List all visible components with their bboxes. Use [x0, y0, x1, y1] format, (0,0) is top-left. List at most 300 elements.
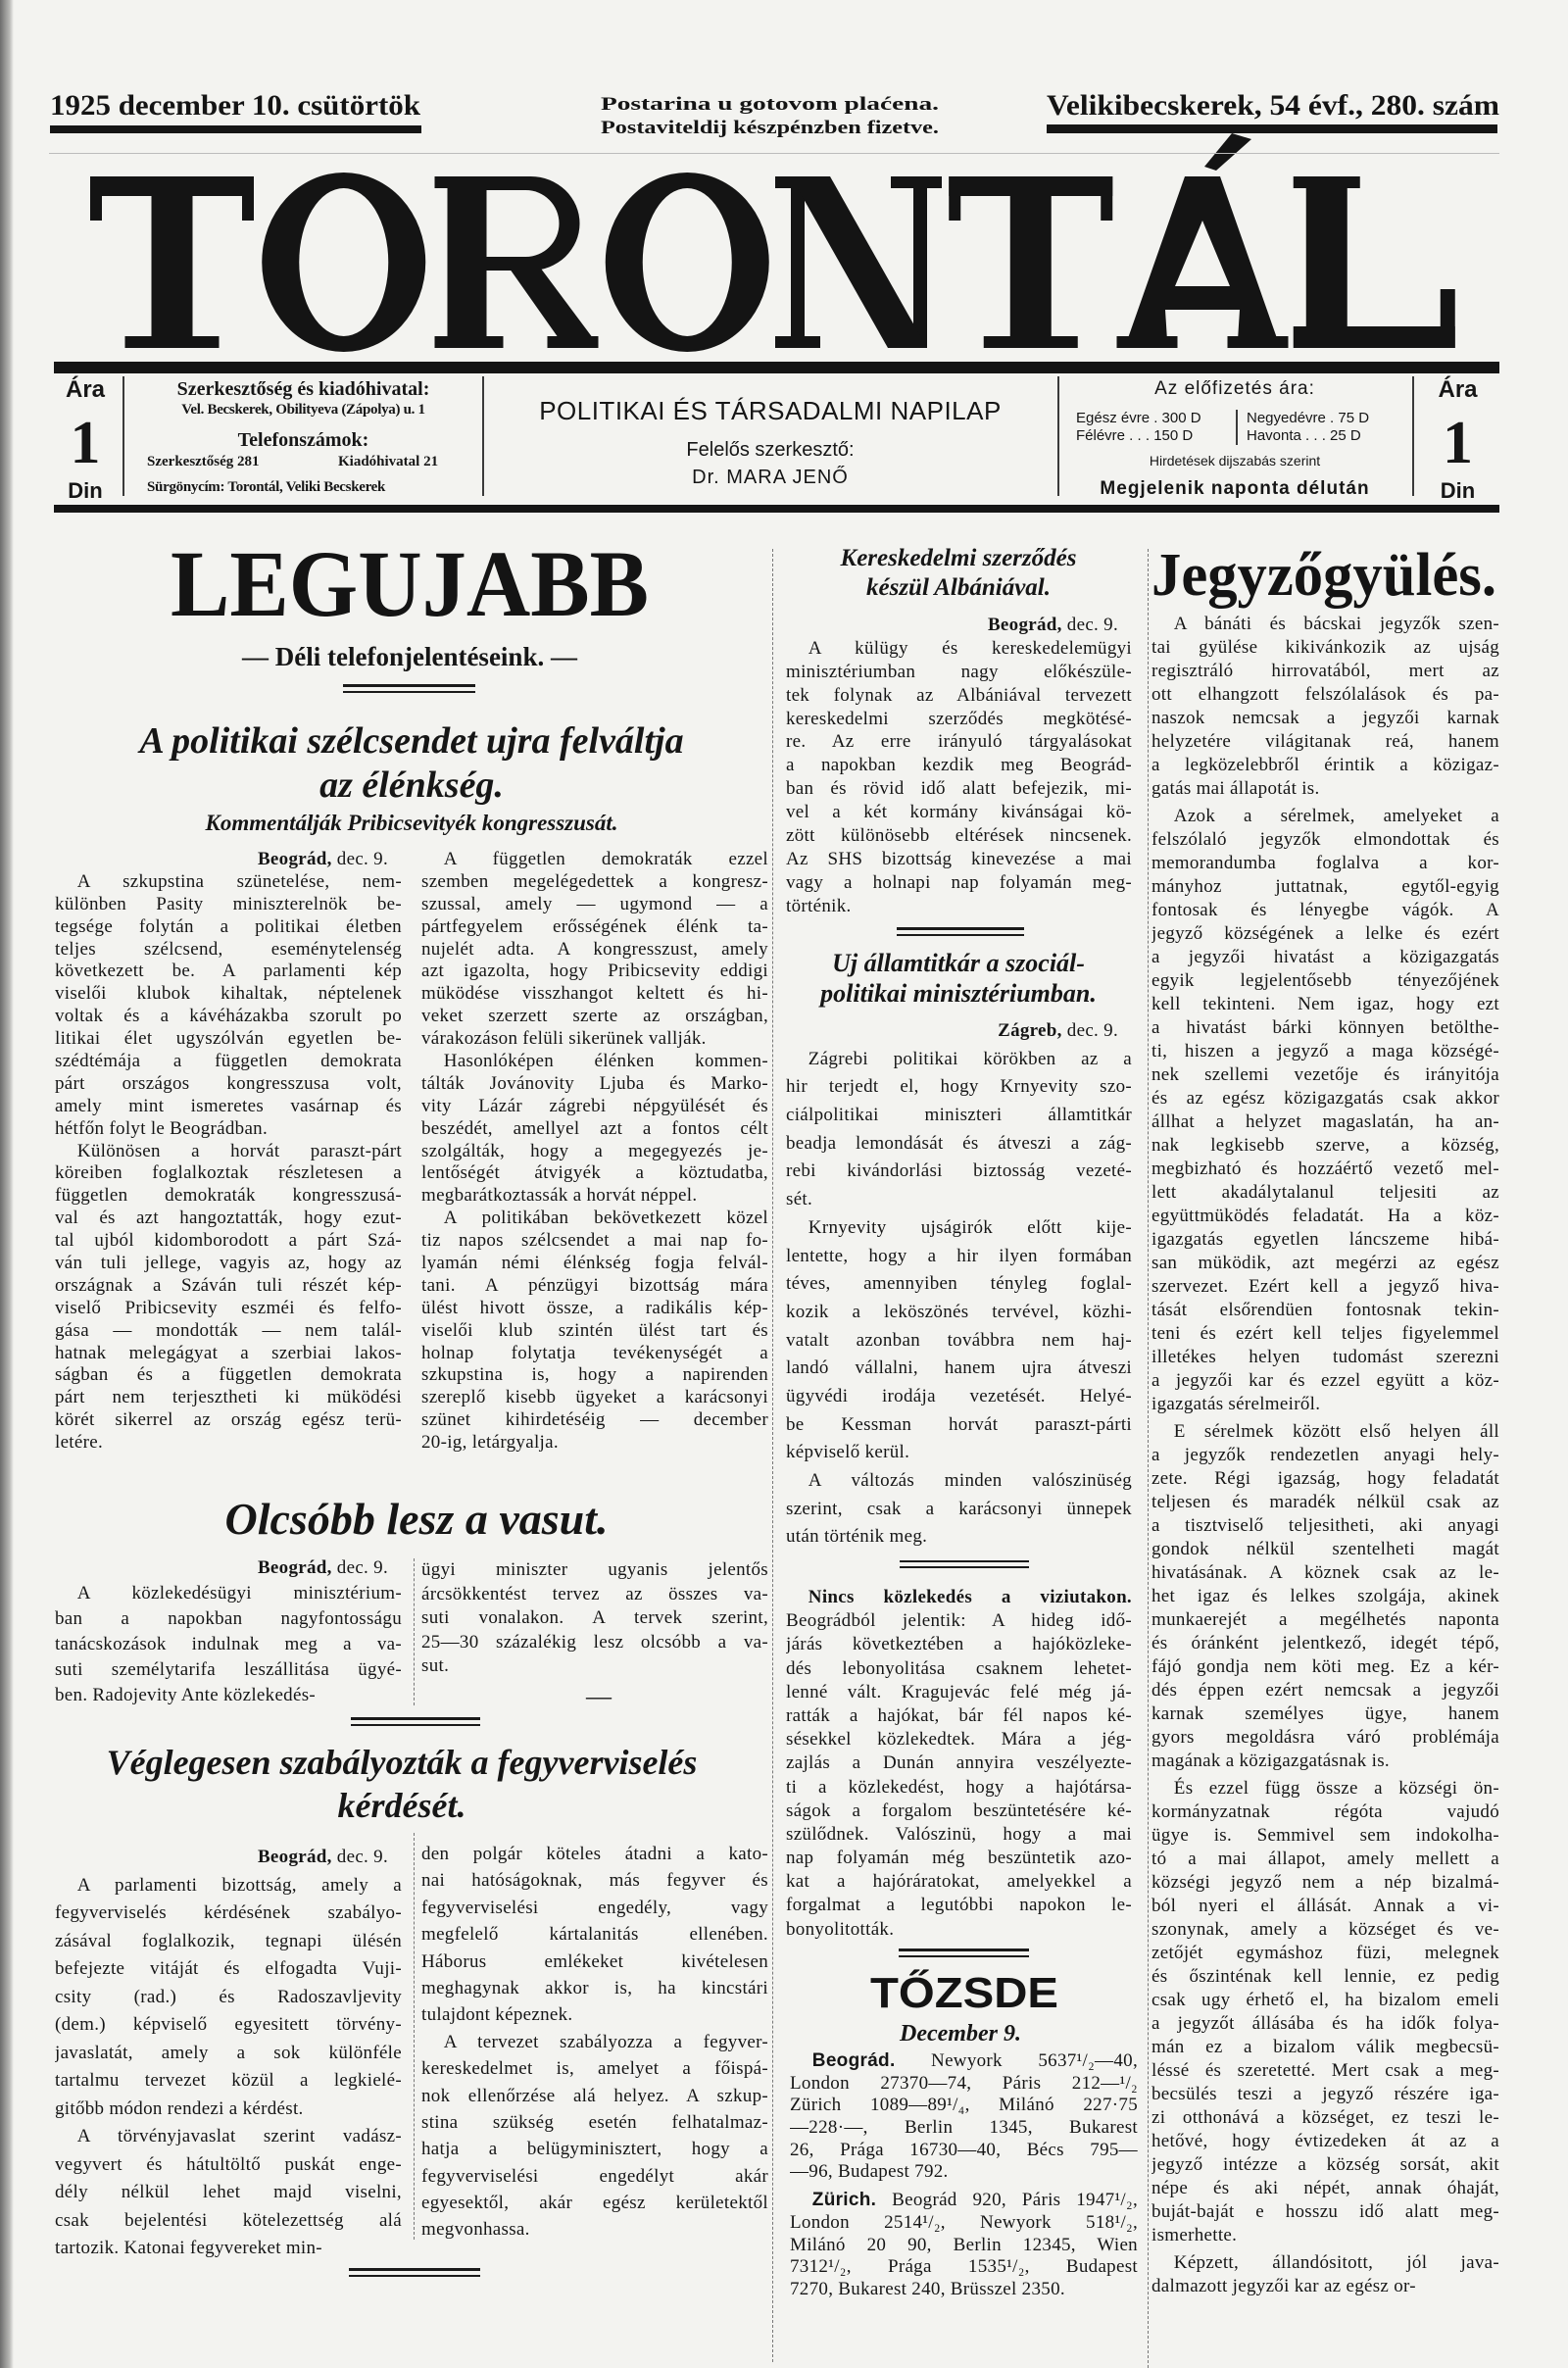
text-line: karnak személyes ügye, hanem [1152, 1703, 1499, 1724]
text-line: letére. [55, 1432, 104, 1454]
logo-shape [1204, 133, 1251, 171]
text-line: egyik legjelentősebb tényezőjének [1152, 970, 1499, 991]
text-line: hetővé, hogy évtizedeken át az a [1152, 2131, 1499, 2151]
dateline-date: dec. 9. [1066, 615, 1118, 635]
issue-date: 1925 december 10. csütörtök [50, 89, 421, 122]
text-line: A független demokraták ezzel [443, 849, 768, 869]
exchange-rates: Beográd 920, Páris 1947¹/₂, [876, 2190, 1138, 2211]
logo-shape [548, 336, 599, 348]
postage-line-2: Postaviteldij készpénzben fizetve. [601, 118, 939, 138]
text-line: tó a mai állapot, amely mellett a [1152, 1849, 1499, 1869]
text-line: teljes szélcsend, eseménytelenség [55, 938, 402, 960]
dateline-place: Beográd, [257, 1557, 332, 1578]
text-line: amely mint ismeretes vasárnap és [55, 1095, 402, 1116]
text-line: beadja lemondását és átveszi a zág- [786, 1132, 1132, 1154]
text-line: nok ellenőrzése alá helyez. A szkup- [421, 2085, 768, 2106]
paragraph [786, 1609, 1132, 1942]
text-line: tek folynak az Albániával tervezett [786, 684, 1132, 706]
text-line: ban és rövid idő alatt befejezik, mi- [786, 778, 1132, 800]
subheadline: Kommentálják Pribicsevityék kongresszusát. [205, 811, 618, 835]
paragraph [1152, 2251, 1499, 2298]
text-line: hétfőn folyt le Beográdban. [55, 1117, 269, 1139]
phone-editorial: Szerkesztőség 281 [147, 454, 260, 469]
waterways-title: Nincs közlekedés a viziutakon. [808, 1587, 1132, 1607]
railway-column-2 [421, 1558, 768, 1679]
text-line: zetőjét egymáshoz füzi, melegnek [1152, 1943, 1499, 1963]
albania-body [786, 614, 1132, 918]
text-line: ban a napokban nagyfontosságu [55, 1608, 402, 1629]
paragraph [55, 1581, 402, 1708]
text-line: zött különösebb eltérések nincsenek. [786, 825, 1132, 847]
text-line: a jegyzők rendezetlen anyagi hely- [1152, 1445, 1499, 1465]
masthead-bottom-rule [54, 505, 1499, 513]
logo-shape [1228, 336, 1289, 348]
text-line: megbarátkoztassák a horvát néppel. [421, 1185, 698, 1207]
text-line: megfelelő kártalanitás ellenében. [421, 1924, 768, 1946]
text-line: kereskedelmet is, amelyet a főispá- [421, 2058, 768, 2080]
text-line: munkaerejét a megélhetés naponta [1152, 1609, 1499, 1630]
text-line: ülést hivott össze, a radikális kép- [421, 1297, 768, 1318]
advertising-rates: Hirdetések dijszabás szerint [1149, 453, 1321, 469]
headline-line-1: A politikai szélcsendet ujra felváltja [139, 720, 684, 762]
paragraph [421, 1558, 768, 1679]
text-line: és az egész közigazgatás csak akkor [1152, 1088, 1499, 1109]
exchange-body [790, 2050, 1138, 2301]
text-line: jegyző községének a lelke és ezért [1152, 923, 1499, 944]
text-line: együttmüködés feladatát. Ha a köz- [1152, 1206, 1499, 1226]
text-line: be Kessman horvát paraszt-párti [786, 1413, 1132, 1435]
secretary-body [786, 1017, 1132, 1552]
paragraph [786, 1214, 1132, 1467]
divider [482, 376, 484, 496]
logo-shape [125, 336, 220, 348]
text-line: landó vállalni, hanem ujra átveszi [786, 1357, 1132, 1379]
text-line: történik. [786, 895, 852, 916]
logo-shape [448, 176, 487, 348]
text-line: igazgatás egyetlen láncszeme hibá- [1152, 1229, 1499, 1250]
text-line: holnap folytatja tevékenységét a [421, 1342, 768, 1363]
paragraph [1152, 1420, 1499, 1773]
text-line: szünet kihirdetéséig — december [421, 1409, 768, 1431]
text-line: fegyverviselés kérdésének szabályo- [55, 1902, 402, 1923]
dateline-date: dec. 9. [1066, 1020, 1118, 1041]
text-line: vel a két kormány kivánságai kö- [786, 802, 1132, 823]
logo-shape [1294, 176, 1360, 188]
text-line: magának a közigazgatásnak is. [1152, 1751, 1390, 1771]
headline-line-2: az élénkség. [319, 765, 504, 806]
albania-headline-line-1: Kereskedelmi szerződés [840, 545, 1077, 571]
text-line: gitőbb módon rendezi a kérdést. [55, 2097, 304, 2119]
logo-shape [775, 336, 820, 348]
paragraph [421, 2029, 768, 2244]
text-line: ból nyeri el állását. Annak a vi- [1152, 1896, 1499, 1916]
text-line: állhat a helyzet magaslatán, ha an- [1152, 1111, 1499, 1132]
logo-shape [152, 176, 193, 348]
text-line: szereplő kisebb ügyeket a karácsonyi [421, 1387, 768, 1408]
text-line: kell tekinteni. Nem igaz, hogy ezt [1152, 994, 1499, 1014]
logo-shape [913, 176, 927, 348]
subscription-quarter: Negyedévre . 75 D [1247, 410, 1370, 426]
text-line: zásával foglalkozik, tegnapi ülésén [55, 1930, 402, 1951]
title-underline [54, 362, 1499, 373]
logo-shape [1441, 289, 1455, 348]
dateline [55, 1844, 402, 1872]
exchange-title: TŐZSDE [870, 1969, 1046, 2017]
text-line: lentőségét átvigyék a köztudatba, [421, 1162, 768, 1184]
text-line: tiz napos szélcsendet a mai nap fo- [421, 1230, 768, 1252]
text-line: illetékes helyen tudomást szerezni [1152, 1347, 1499, 1367]
text-line: szkupstina is, hogy a napirenden [421, 1364, 768, 1386]
kicker-title: LEGUJABB [171, 531, 649, 636]
divider [1057, 376, 1059, 496]
column-separator [414, 1558, 415, 1705]
text-line: pártfegyelem erősségének élénk ta- [421, 915, 768, 937]
paragraph [1152, 805, 1499, 1416]
postage-line-1: Postarina u gotovom plaćena. [601, 94, 939, 115]
logo-shape [643, 188, 732, 336]
column-separator [1148, 549, 1149, 2368]
text-line: tartozik. Katonai fegyvereket min- [55, 2238, 322, 2258]
price-value-right: 1 [1443, 410, 1473, 476]
text-line: képviselő kerül. [786, 1442, 910, 1463]
text-line: dés éppen ezért nemcsak a jegyzői [1152, 1680, 1499, 1701]
paragraph [1152, 1777, 1499, 2247]
text-line: léssé és szeretetté. Mert csak a meg- [1152, 2060, 1499, 2081]
text-line: szolgálták, hogy a megegyezés je- [421, 1140, 768, 1161]
text-line: lett akadálytalanul teljesiti az [1152, 1182, 1499, 1203]
subscription-heading: Az előfizetés ára: [1154, 378, 1315, 399]
text-line: Különösen a horvát paraszt-párt [76, 1140, 402, 1161]
text-line: ügyi miniszter ugyanis jelentős [421, 1559, 768, 1580]
text-line: szerint, csak a karácsonyi ünnepek [786, 1498, 1132, 1519]
logo-shape [242, 176, 254, 221]
weapons-column-2 [421, 1841, 768, 2244]
logo-shape [791, 176, 927, 348]
text-line: Beográdból jelentik: A hideg idő- [786, 1610, 1132, 1632]
text-line: (dem.) képviselő egyesitett törvény- [55, 2014, 402, 2035]
paragraph [786, 637, 1132, 918]
date-underline [50, 125, 421, 133]
text-line: szülődnek. Valószinü, hogy a mai [786, 1823, 1132, 1845]
subscription-half-year: Félévre . . . 150 D [1076, 427, 1194, 444]
double-rule [343, 684, 475, 693]
text-line: A változás minden valószinüség [808, 1470, 1132, 1491]
text-line: vegyvert és hátultöltő puskát enge- [55, 2153, 402, 2175]
divider [122, 376, 124, 496]
text-line: kereskedelmi szerződés megkötésé- [786, 708, 1132, 729]
price-value-left: 1 [70, 410, 101, 476]
divider [1412, 376, 1414, 496]
exchange-title-graphic [784, 1965, 1137, 2019]
text-line: nujelét adta. A kongresszust, amely [421, 938, 768, 960]
text-line: szonynak, amely a községet és ve- [1152, 1919, 1499, 1940]
text-line: szédtémája a független demokrata [55, 1051, 402, 1072]
text-line: re. Az erre irányuló tárgyalásokat [786, 731, 1132, 753]
text-line: különben Pasity miniszterelnök be- [55, 893, 402, 914]
office-address: Vel. Becskerek, Obilityeva (Zápolya) u. 1 [181, 402, 425, 418]
double-rule [349, 2268, 480, 2277]
price-unit-right: Din [1440, 478, 1476, 503]
text-line: befejezte vitáját és elfogadta Vuji- [55, 1958, 402, 1979]
text-line: voltak és a kávéházakba szorult po [55, 1006, 402, 1027]
text-line: meghagynak akkor is, ha kincstári [421, 1977, 768, 1998]
text-line: csak bejelentési kötelezettség alá [55, 2209, 402, 2231]
text-line: müködése visszhangot keltett és hi- [421, 983, 768, 1005]
text-line: tálták Jovánovity Ljuba és Marko- [421, 1072, 768, 1094]
text-line: hivatásának. A köznek csak az le- [1152, 1562, 1499, 1583]
exchange-rates: Newyork 5637¹/₂—40, [895, 2050, 1138, 2071]
editor-label: Felelős szerkesztő: [686, 439, 855, 461]
double-rule [899, 1949, 1029, 1957]
office-heading: Szerkesztőség és kiadóhivatal: [176, 378, 430, 400]
dateline-place: Beográd, [257, 1847, 332, 1867]
text-line: Háborus emlékeket kivételesen [421, 1950, 768, 1972]
albania-headline-line-2: készül Albániával. [866, 574, 1051, 601]
text-line: 25—30 százalékig lesz olcsóbb a va- [421, 1631, 768, 1653]
text-line: csak ugy érhető el, ha bizalom emeli [1152, 1990, 1499, 2010]
text-line: fegyverviselési engedély, vagy [421, 1897, 768, 1918]
issue-underline [1047, 124, 1497, 133]
paragraph [421, 849, 768, 1051]
dateline-date: dec. 9. [336, 1557, 388, 1578]
text-line: san müködik, azt megérzi az egész [1152, 1253, 1499, 1273]
text-line: vagy a holnapi nap folyamán meg- [786, 871, 1132, 893]
text-line: tását elsőrendüen fontosnak tekin- [1152, 1300, 1499, 1320]
text-line: azt igazolta, hogy Pribicsevity eddigi [421, 961, 768, 982]
text-line: stina szükség esetén felhatalmaz- [421, 2111, 768, 2133]
text-line: gyors megoldásra váró problémája [1152, 1727, 1499, 1748]
text-line: hatja a belügyminisztert, hogy a [421, 2139, 768, 2160]
text-line: vity Lázár zágrebi népgyülését és [421, 1095, 768, 1116]
text-line: nek szellemi vezetője és irányitója [1152, 1064, 1499, 1085]
text-line: A szkupstina szünetelése, nem- [76, 870, 402, 892]
logo-shape [299, 188, 388, 336]
paragraph [786, 1467, 1132, 1552]
text-line: naszok nemcsak a jegyzői karnak [1152, 708, 1499, 728]
exchange-city: Beográd. [811, 2050, 896, 2071]
dateline-place: Beográd, [257, 849, 332, 869]
logo-shape [775, 176, 830, 188]
phone-publishing: Kiadóhivatal 21 [338, 454, 439, 469]
text-line: gása — mondották — nem talál- [55, 1319, 402, 1341]
text-line: helyzetére világitanak reá, hanem [1152, 731, 1499, 752]
text-line: nak legkisebb szerve, a község, [1152, 1135, 1499, 1156]
text-line: igazgatás sérelmeiről. [1152, 1394, 1321, 1414]
price-unit-left: Din [68, 478, 103, 503]
text-line: E sérelmek között első helyen áll [1173, 1421, 1499, 1442]
text-line: kozik a leköszönés tervével, közhi- [786, 1301, 1132, 1322]
paragraph [786, 1046, 1132, 1214]
text-line: kat a hajóráratokat, amelyekkel a [786, 1871, 1132, 1893]
text-line: ratták a hajókat, bár fél napos ké- [786, 1704, 1132, 1726]
phones-heading: Telefonszámok: [237, 429, 369, 451]
text-line: suti személytarifa leszállitása ügyé- [55, 1659, 402, 1680]
text-line: mányhoz juttatnak, egytől-egyig [1152, 876, 1499, 897]
paragraph [421, 1051, 768, 1208]
text-line: tanácskozások indulnak meg a va- [55, 1634, 402, 1654]
text-line: szervezet. Ezért kell a jegyző hiva- [1152, 1276, 1499, 1297]
text-line: Milánó 20 90, Berlin 12345, Wien [790, 2234, 1138, 2255]
text-line: ügyvédi irodája vezetését. Helyé- [786, 1385, 1132, 1406]
text-line: csity (rad.) és Radoszavljevity [55, 1986, 402, 2007]
text-line: Zürich 1089—89¹/₄, Milánó 227·75 [790, 2095, 1138, 2116]
dateline [786, 1017, 1132, 1046]
text-line: Zágrebi politikai körökben az a [808, 1048, 1132, 1069]
text-line: várakozáson felüli sikerünek vallják. [421, 1028, 707, 1050]
exchange-date: December 9. [900, 2021, 1021, 2047]
text-line: London 2514¹/₂, Newyork 518¹/₂, [790, 2211, 1138, 2233]
text-line: 7270, Bukarest 240, Brüsszel 2350. [790, 2278, 1065, 2299]
text-line: teljesen és maradék nélkül csak az [1152, 1492, 1499, 1512]
text-line: a napokban kezdik meg Beográd- [786, 755, 1132, 776]
text-line: minisztériumban nagy előkészüle- [786, 661, 1132, 682]
masthead-hairline [49, 153, 1499, 154]
text-line: ságok a forgalom beszüntetésére ké- [786, 1800, 1132, 1821]
telegram-address: Sürgönycím: Torontál, Veliki Becskerek [147, 479, 386, 495]
editor-name: Dr. MARA JENŐ [692, 467, 849, 488]
dateline-place: Zágreb, [998, 1020, 1062, 1041]
end-dash: — [586, 1682, 612, 1710]
paper-subtitle: POLITIKAI ÉS TÁRSADALMI NAPILAP [539, 396, 1002, 425]
text-line: dalmazott jegyzői kar az egész or- [1152, 2276, 1416, 2296]
text-line: nai hatóságoknak, más fegyver és [421, 1870, 768, 1892]
logo-shape [1117, 336, 1178, 348]
text-line: kormányzatnak régóta vajudó [1152, 1801, 1499, 1822]
text-line: tani. A pénzügyi bizottság mára [421, 1274, 768, 1296]
text-line: ciálpolitikai miniszteri államtitkár [786, 1105, 1132, 1126]
text-line: ott elhangzott felszólalások és pa- [1152, 684, 1499, 705]
double-rule [351, 1717, 480, 1726]
dateline-date: dec. 9. [336, 1847, 388, 1867]
exchange-city: Zürich. [811, 2190, 877, 2211]
lead-column-2 [421, 849, 768, 1455]
text-line: javaslatát, amely a sok különféle [55, 2042, 402, 2063]
text-line: A külügy és kereskedelemügyi [808, 637, 1132, 659]
dateline-place: Beográd, [987, 615, 1062, 635]
weapons-headline-line-2: kérdését. [337, 1786, 466, 1825]
text-line: zajlás a Dunán annyira veszélyezte- [786, 1752, 1132, 1774]
text-line: bonyolitották. [786, 1918, 895, 1940]
text-line: megvonhassa. [421, 2219, 530, 2241]
dateline [55, 1555, 402, 1581]
text-line: litikai élet ugyszólván egyetlen be- [55, 1028, 402, 1050]
text-line: és óránként jelentkező, idegét tépő, [1152, 1633, 1499, 1653]
text-line: zi otthonává a községet, ez teszi le- [1152, 2107, 1499, 2128]
text-line: megbizható és hozzáértő vezető mel- [1152, 1159, 1499, 1179]
text-line: sét. [786, 1189, 813, 1210]
column-separator [772, 549, 773, 2362]
text-line: párt országos kongresszusa volt, [55, 1072, 402, 1094]
text-line: regisztráló hirrovatából, mert az [1152, 661, 1499, 681]
text-line: viselő Pribicsevity eszméi és felfo- [55, 1297, 402, 1318]
text-line: ván tuli jellege, vagyis az, hogy az [55, 1253, 402, 1274]
text-line: viselői klub szintén ülést tart és [421, 1319, 768, 1341]
paragraph [421, 1841, 768, 2029]
text-line: A bánáti és bácskai jegyzők szen- [1173, 614, 1499, 634]
kicker-graphic [0, 529, 774, 637]
text-line: gondok nélkül szentelheti magát [1152, 1539, 1499, 1559]
logo-shape [1010, 176, 1052, 348]
text-line: ti, hiszen a jegyző a maga községé- [1152, 1041, 1499, 1061]
subscription-divider [1236, 410, 1238, 445]
text-line: jegyző intézze a község sorsát, akit [1152, 2154, 1499, 2175]
text-line: teni és ezért kell teljes figyelemmel [1152, 1323, 1499, 1344]
issue-number: Velikibecskerek, 54 évf., 280. szám [1047, 89, 1500, 122]
text-line: És ezzel függ össze a községi ön- [1173, 1778, 1499, 1799]
logo-shape [1294, 326, 1455, 348]
secretary-headline-line-2: politikai minisztériumban. [820, 979, 1097, 1008]
text-line: beszédét, amellyel azt a fontos célt [421, 1117, 768, 1139]
text-line: fontosak és lényegbe vágók. A [1152, 900, 1499, 920]
text-line: Azok a sérelmek, amelyeket a [1173, 806, 1499, 826]
text-line: után történik meg. [786, 1526, 928, 1548]
weapons-column-1 [55, 1844, 402, 2263]
text-line: népe és aki népét, annak óhaját, [1152, 2178, 1499, 2198]
railway-column-1 [55, 1555, 402, 1708]
text-line: téves, amennyiben tényleg foglal- [786, 1273, 1132, 1295]
text-line: val és azt hangoztatták, hogy ezut- [55, 1208, 402, 1229]
text-line: lenné vált. Kragujevác felé még já- [786, 1681, 1132, 1702]
text-line: gatás mai állapotát is. [1152, 778, 1320, 799]
paragraph [790, 2190, 1138, 2300]
text-line: a jegyzői hivatást a közigazgatás [1152, 947, 1499, 967]
text-line: köreiben foglalkoztak részletesen a [55, 1162, 402, 1184]
text-line: fájó gondja nem köti meg. Ez a kér- [1152, 1656, 1499, 1677]
text-line: viselői klubok kihaltak, néptelenek [55, 983, 402, 1005]
text-line: becsülés teszi a jegyző részére iga- [1152, 2084, 1499, 2104]
text-line: egyesektől, akár egész kerületektől [421, 2193, 768, 2214]
text-line: a jegyzői kar és ezzel együtt a köz- [1152, 1370, 1499, 1391]
kicker-subtitle: — Déli telefonjelentéseink. — [242, 642, 577, 671]
text-line: buját-baját e hosszu idő alatt meg- [1152, 2201, 1499, 2222]
column-separator [414, 1833, 415, 2240]
text-line: tai gyülése kikivánkozik az ujság [1152, 637, 1499, 658]
text-line: den polgár köteles átadni a kato- [421, 1844, 768, 1864]
price-label-right: Ára [1438, 376, 1478, 403]
text-line: tartalmu tervezet közül a legkielé- [55, 2070, 402, 2091]
railway-headline: Olcsóbb lesz a vasut. [224, 1494, 609, 1544]
logo-shape [435, 336, 504, 348]
text-line: párt nem terjesztheti ki müködési [55, 1387, 402, 1408]
text-line: Képzett, állandósitott, jól java- [1173, 2252, 1499, 2273]
text-line: ben. Radojevity Ante közlekedés- [55, 1685, 317, 1705]
text-line: Hasonlóképen élénken kommen- [443, 1051, 768, 1072]
text-line: A parlamenti bizottság, amely a [76, 1874, 402, 1896]
text-line: hatnak melegágyat a szerbiai lakos- [55, 1342, 402, 1363]
text-line: ügye is. Semmivel sem indokolha- [1152, 1825, 1499, 1846]
text-line: ti a közlekedést, hogy a hajótársa- [786, 1776, 1132, 1798]
text-line: tal ujból kidomborodott a párt Szá- [55, 1230, 402, 1252]
subscription-month: Havonta . . . 25 D [1247, 427, 1361, 444]
dateline [786, 614, 1132, 637]
text-line: a tisztviselő teljesitheti, aki anyagi [1152, 1515, 1499, 1536]
text-line: nap folyamán még beszüntetik azo- [786, 1848, 1132, 1869]
text-line [790, 2190, 1138, 2212]
text-line: memorandumba foglalva a kor- [1152, 853, 1499, 873]
text-line: mán ez a bizalom válik megbecsü- [1152, 2037, 1499, 2057]
notaries-body [1152, 613, 1499, 2298]
text-line: ismerhette. [1152, 2225, 1238, 2245]
text-line: Az SHS bizottság kinevezése a mai [786, 848, 1132, 869]
logo-shape [435, 176, 494, 188]
text-line: dély nélkül lehet majd viselni, [55, 2182, 402, 2202]
text-line: zete. Régi igazság, hogy feladatát [1152, 1468, 1499, 1489]
text-line: forgalmat a legutóbbi napokon le- [786, 1895, 1132, 1916]
notaries-headline: Jegyzőgyülés. [1152, 542, 1496, 609]
notaries-headline-graphic [1147, 539, 1568, 612]
text-line: London 27370—74, Páris 212—¹/₂ [790, 2072, 1138, 2094]
subscription-year: Egész évre . 300 D [1076, 410, 1201, 426]
